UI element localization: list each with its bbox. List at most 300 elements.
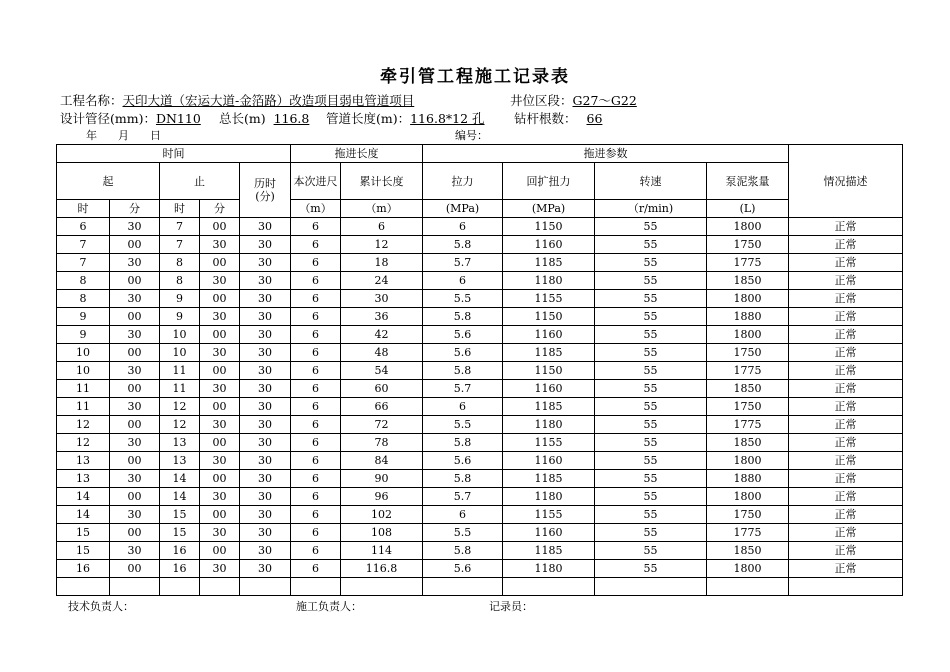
table-cell: 正常 (789, 236, 903, 254)
drag-length-group-header: 拖进长度 (291, 145, 423, 163)
table-cell: 30 (200, 452, 240, 470)
table-cell: 9 (57, 326, 110, 344)
table-cell: 30 (200, 524, 240, 542)
table-cell: 55 (595, 416, 707, 434)
table-cell: 30 (240, 308, 291, 326)
table-cell: 00 (110, 380, 160, 398)
table-cell: 102 (341, 506, 423, 524)
table-cell: 正常 (789, 290, 903, 308)
table-cell: 30 (110, 398, 160, 416)
table-cell: 114 (341, 542, 423, 560)
table-cell: 30 (341, 290, 423, 308)
table-cell: 5.8 (423, 434, 503, 452)
table-cell: 正常 (789, 344, 903, 362)
well-label: 井位区段： (510, 93, 573, 108)
table-cell: 7 (57, 254, 110, 272)
table-cell: 6 (423, 506, 503, 524)
table-cell: 30 (200, 308, 240, 326)
header-row-fields (57, 163, 903, 200)
table-cell: 15 (57, 542, 110, 560)
table-row (57, 344, 903, 362)
date-day: 日 (150, 129, 161, 142)
table-cell: 1185 (503, 254, 595, 272)
table-cell: 6 (291, 326, 341, 344)
table-cell: 30 (200, 488, 240, 506)
table-cell: 1185 (503, 398, 595, 416)
table-cell: 60 (341, 380, 423, 398)
table-cell: 30 (240, 488, 291, 506)
table-cell: 24 (341, 272, 423, 290)
table-cell: 108 (341, 524, 423, 542)
table-cell: 1160 (503, 236, 595, 254)
table-cell: 1800 (707, 452, 789, 470)
empty-row (57, 578, 903, 596)
table-cell: 5.5 (423, 416, 503, 434)
start-hour-header: 时 (57, 200, 110, 218)
empty-cell (200, 578, 240, 596)
table-cell: 55 (595, 506, 707, 524)
table-cell: 48 (341, 344, 423, 362)
table-cell: 正常 (789, 416, 903, 434)
table-cell: 正常 (789, 488, 903, 506)
table-cell: 30 (110, 218, 160, 236)
empty-cell (110, 578, 160, 596)
cum-length-unit: （m） (341, 200, 423, 218)
table-cell: 6 (291, 272, 341, 290)
table-cell: 13 (160, 434, 200, 452)
table-cell: 30 (240, 506, 291, 524)
mud-unit: (L) (707, 200, 789, 218)
table-cell: 00 (110, 344, 160, 362)
table-cell: 12 (341, 236, 423, 254)
table-cell: 1880 (707, 470, 789, 488)
table-cell: 55 (595, 344, 707, 362)
table-cell: 正常 (789, 308, 903, 326)
well-section-line (510, 93, 637, 109)
table-cell: 55 (595, 236, 707, 254)
rod-count-line (514, 111, 608, 127)
empty-cell (160, 578, 200, 596)
table-cell: 1150 (503, 308, 595, 326)
table-cell: 1160 (503, 452, 595, 470)
table-cell: 30 (240, 434, 291, 452)
table-cell: 18 (341, 254, 423, 272)
table-cell: 1150 (503, 362, 595, 380)
table-cell: 30 (240, 524, 291, 542)
end-header: 止 (160, 163, 240, 200)
table-cell: 55 (595, 524, 707, 542)
table-cell: 5.8 (423, 308, 503, 326)
table-cell: 30 (240, 290, 291, 308)
end-minute-header: 分 (200, 200, 240, 218)
table-cell: 1180 (503, 272, 595, 290)
table-cell: 6 (291, 290, 341, 308)
table-cell: 6 (291, 362, 341, 380)
empty-cell (240, 578, 291, 596)
table-cell: 116.8 (341, 560, 423, 578)
table-cell: 1800 (707, 488, 789, 506)
table-cell: 8 (160, 272, 200, 290)
empty-cell (57, 578, 110, 596)
table-cell: 1750 (707, 236, 789, 254)
table-cell: 1750 (707, 506, 789, 524)
table-cell: 54 (341, 362, 423, 380)
table-cell: 78 (341, 434, 423, 452)
table-cell: 5.8 (423, 362, 503, 380)
table-cell: 正常 (789, 398, 903, 416)
table-cell: 1750 (707, 344, 789, 362)
pipe-diameter-value: DN110 (155, 111, 201, 126)
table-row (57, 434, 903, 452)
table-cell: 13 (57, 452, 110, 470)
table-row (57, 362, 903, 380)
table-cell: 6 (423, 218, 503, 236)
pipe-length-label: 管道长度(m)： (326, 111, 411, 126)
rod-count-label: 钻杆根数： (514, 111, 577, 126)
table-cell: 30 (240, 380, 291, 398)
table-cell: 5.7 (423, 488, 503, 506)
table-cell: 10 (160, 344, 200, 362)
table-row (57, 506, 903, 524)
empty-cell (595, 578, 707, 596)
table-cell: 55 (595, 380, 707, 398)
table-cell: 1775 (707, 416, 789, 434)
construction-lead-label: 施工负责人： (296, 600, 362, 613)
empty-cell (341, 578, 423, 596)
table-cell: 1155 (503, 290, 595, 308)
table-cell: 15 (57, 524, 110, 542)
table-cell: 30 (240, 236, 291, 254)
table-cell: 15 (160, 506, 200, 524)
table-cell: 5.6 (423, 344, 503, 362)
table-cell: 7 (160, 218, 200, 236)
table-cell: 9 (160, 308, 200, 326)
table-cell: 1185 (503, 344, 595, 362)
table-row (57, 560, 903, 578)
empty-cell (503, 578, 595, 596)
table-cell: 1180 (503, 560, 595, 578)
table-cell: 正常 (789, 542, 903, 560)
table-cell: 30 (110, 362, 160, 380)
table-cell: 5.7 (423, 254, 503, 272)
table-row (57, 380, 903, 398)
table-cell: 正常 (789, 524, 903, 542)
table-cell: 6 (423, 398, 503, 416)
table-cell: 8 (57, 272, 110, 290)
table-cell: 00 (200, 434, 240, 452)
table-cell: 1850 (707, 434, 789, 452)
table-row (57, 290, 903, 308)
table-cell: 正常 (789, 434, 903, 452)
pull-unit: (MPa) (423, 200, 503, 218)
table-cell: 5.8 (423, 470, 503, 488)
table-cell: 16 (160, 560, 200, 578)
table-cell: 6 (291, 416, 341, 434)
table-cell: 11 (57, 398, 110, 416)
table-cell: 30 (240, 398, 291, 416)
table-row (57, 524, 903, 542)
table-cell: 55 (595, 218, 707, 236)
table-cell: 30 (110, 506, 160, 524)
table-cell: 6 (291, 344, 341, 362)
table-cell: 55 (595, 254, 707, 272)
table-cell: 正常 (789, 272, 903, 290)
table-cell: 00 (200, 470, 240, 488)
table-cell: 1800 (707, 560, 789, 578)
table-cell: 正常 (789, 218, 903, 236)
start-header: 起 (57, 163, 160, 200)
table-cell: 30 (240, 326, 291, 344)
table-cell: 55 (595, 452, 707, 470)
table-row (57, 308, 903, 326)
table-cell: 6 (291, 236, 341, 254)
table-cell: 30 (200, 272, 240, 290)
page-title: 牵引管工程施工记录表 (380, 67, 570, 87)
table-cell: 5.8 (423, 236, 503, 254)
table-cell: 5.5 (423, 524, 503, 542)
table-cell: 00 (200, 398, 240, 416)
table-cell: 16 (57, 560, 110, 578)
table-cell: 1880 (707, 308, 789, 326)
table-cell: 5.7 (423, 380, 503, 398)
table-cell: 30 (240, 362, 291, 380)
pipe-diameter-line (60, 111, 201, 127)
speed-unit: （r/min) (595, 200, 707, 218)
table-cell: 13 (160, 452, 200, 470)
table-cell: 1160 (503, 524, 595, 542)
mud-header: 泵泥浆量 (707, 163, 789, 200)
duration-header: 历时 (分) (240, 163, 291, 218)
table-row (57, 326, 903, 344)
table-cell: 5.6 (423, 326, 503, 344)
table-cell: 66 (341, 398, 423, 416)
table-cell: 5.6 (423, 560, 503, 578)
table-cell: 55 (595, 272, 707, 290)
tech-lead-label: 技术负责人： (68, 600, 134, 613)
table-cell: 7 (57, 236, 110, 254)
table-cell: 14 (57, 488, 110, 506)
table-cell: 00 (110, 488, 160, 506)
table-cell: 1775 (707, 362, 789, 380)
table-cell: 55 (595, 398, 707, 416)
table-cell: 5.6 (423, 452, 503, 470)
table-cell: 6 (291, 470, 341, 488)
table-cell: 6 (291, 434, 341, 452)
table-cell: 1155 (503, 434, 595, 452)
table-cell: 12 (160, 416, 200, 434)
table-cell: 30 (200, 380, 240, 398)
time-group-header: 时间 (57, 145, 291, 163)
ream-torque-header: 回扩扭力 (503, 163, 595, 200)
table-cell: 00 (200, 542, 240, 560)
start-minute-header: 分 (110, 200, 160, 218)
this-length-header: 本次进尺 (291, 163, 341, 200)
table-cell: 72 (341, 416, 423, 434)
table-cell: 30 (200, 560, 240, 578)
table-cell: 6 (291, 398, 341, 416)
table-cell: 1775 (707, 524, 789, 542)
table-row (57, 218, 903, 236)
table-cell: 6 (291, 524, 341, 542)
table-cell: 正常 (789, 470, 903, 488)
empty-cell (707, 578, 789, 596)
total-length-value: 116.8 (273, 111, 310, 126)
table-cell: 55 (595, 362, 707, 380)
table-cell: 00 (200, 326, 240, 344)
pipe-length-line (326, 111, 485, 127)
table-row (57, 272, 903, 290)
table-cell: 00 (200, 506, 240, 524)
pipe-length-value: 116.8*12 孔 (410, 111, 485, 126)
table-cell: 30 (110, 290, 160, 308)
header-row-units (57, 200, 903, 218)
table-cell: 90 (341, 470, 423, 488)
table-cell: 5.8 (423, 542, 503, 560)
table-row (57, 542, 903, 560)
table-cell: 55 (595, 470, 707, 488)
empty-cell (423, 578, 503, 596)
table-cell: 55 (595, 542, 707, 560)
ream-torque-unit: (MPa) (503, 200, 595, 218)
table-cell: 84 (341, 452, 423, 470)
table-cell: 00 (110, 236, 160, 254)
table-cell: 5.5 (423, 290, 503, 308)
table-cell: 11 (57, 380, 110, 398)
table-cell: 1180 (503, 416, 595, 434)
cum-length-header: 累计长度 (341, 163, 423, 200)
table-cell: 30 (240, 218, 291, 236)
table-cell: 00 (200, 290, 240, 308)
table-cell: 正常 (789, 506, 903, 524)
pipe-diameter-label: 设计管径(mm)： (60, 111, 156, 126)
table-cell: 1155 (503, 506, 595, 524)
table-cell: 30 (240, 560, 291, 578)
table-cell: 55 (595, 326, 707, 344)
table-cell: 1185 (503, 470, 595, 488)
table-cell: 6 (291, 380, 341, 398)
table-cell: 55 (595, 560, 707, 578)
table-cell: 00 (110, 560, 160, 578)
project-name-line (60, 93, 414, 109)
table-cell: 1850 (707, 380, 789, 398)
table-cell: 6 (291, 452, 341, 470)
table-cell: 12 (57, 434, 110, 452)
table-cell: 00 (110, 272, 160, 290)
table-cell: 6 (291, 488, 341, 506)
table-cell: 正常 (789, 560, 903, 578)
table-cell: 30 (240, 470, 291, 488)
status-header: 情况描述 (789, 145, 903, 218)
table-cell: 1150 (503, 218, 595, 236)
table-cell: 30 (110, 254, 160, 272)
table-cell: 1850 (707, 272, 789, 290)
table-cell: 正常 (789, 254, 903, 272)
table-cell: 14 (57, 506, 110, 524)
table-cell: 12 (57, 416, 110, 434)
table-cell: 55 (595, 434, 707, 452)
table-cell: 6 (291, 308, 341, 326)
table-cell: 30 (240, 272, 291, 290)
table-cell: 1800 (707, 326, 789, 344)
table-cell: 30 (110, 326, 160, 344)
table-cell: 8 (57, 290, 110, 308)
table-cell: 30 (200, 344, 240, 362)
table-row (57, 452, 903, 470)
table-cell: 11 (160, 362, 200, 380)
table-cell: 96 (341, 488, 423, 506)
table-cell: 正常 (789, 452, 903, 470)
project-label: 工程名称： (60, 93, 123, 108)
table-cell: 9 (160, 290, 200, 308)
table-row (57, 416, 903, 434)
table-cell: 1185 (503, 542, 595, 560)
project-value: 天印大道（宏运大道-金箔路）改造项目弱电管道项目 (122, 93, 415, 108)
table-cell: 30 (240, 254, 291, 272)
empty-cell (789, 578, 903, 596)
table-cell: 00 (110, 416, 160, 434)
table-cell: 6 (423, 272, 503, 290)
well-value: G27～G22 (572, 93, 637, 108)
table-cell: 6 (291, 218, 341, 236)
table-cell: 00 (110, 452, 160, 470)
table-row (57, 398, 903, 416)
table-cell: 1850 (707, 542, 789, 560)
table-cell: 15 (160, 524, 200, 542)
table-cell: 00 (110, 308, 160, 326)
total-length-line (219, 111, 309, 127)
date-year: 年 (86, 129, 97, 142)
table-cell: 8 (160, 254, 200, 272)
table-cell: 1800 (707, 218, 789, 236)
table-cell: 55 (595, 290, 707, 308)
table-cell: 6 (57, 218, 110, 236)
table-cell: 00 (200, 218, 240, 236)
table-cell: 16 (160, 542, 200, 560)
serial-number-label: 编号： (455, 129, 488, 142)
table-cell: 30 (240, 452, 291, 470)
table-cell: 9 (57, 308, 110, 326)
table-row (57, 470, 903, 488)
date-month: 月 (118, 129, 129, 142)
table-cell: 00 (200, 362, 240, 380)
table-row (57, 488, 903, 506)
table-cell: 6 (291, 506, 341, 524)
table-cell: 30 (240, 542, 291, 560)
table-cell: 11 (160, 380, 200, 398)
table-cell: 6 (291, 254, 341, 272)
drag-param-group-header: 拖进参数 (423, 145, 789, 163)
this-length-unit: （m） (291, 200, 341, 218)
table-cell: 10 (57, 362, 110, 380)
table-cell: 1180 (503, 488, 595, 506)
rod-count-value: 66 (586, 111, 603, 126)
table-cell: 14 (160, 488, 200, 506)
table-cell: 1160 (503, 326, 595, 344)
table-cell: 6 (291, 560, 341, 578)
table-cell: 42 (341, 326, 423, 344)
total-length-label: 总长(m) (219, 111, 266, 126)
table-cell: 30 (200, 416, 240, 434)
table-cell: 正常 (789, 326, 903, 344)
table-cell: 30 (200, 236, 240, 254)
table-cell: 14 (160, 470, 200, 488)
table-cell: 6 (291, 542, 341, 560)
table-cell: 7 (160, 236, 200, 254)
table-cell: 1800 (707, 290, 789, 308)
table-row (57, 254, 903, 272)
table-cell: 30 (240, 344, 291, 362)
date-line (86, 128, 161, 144)
